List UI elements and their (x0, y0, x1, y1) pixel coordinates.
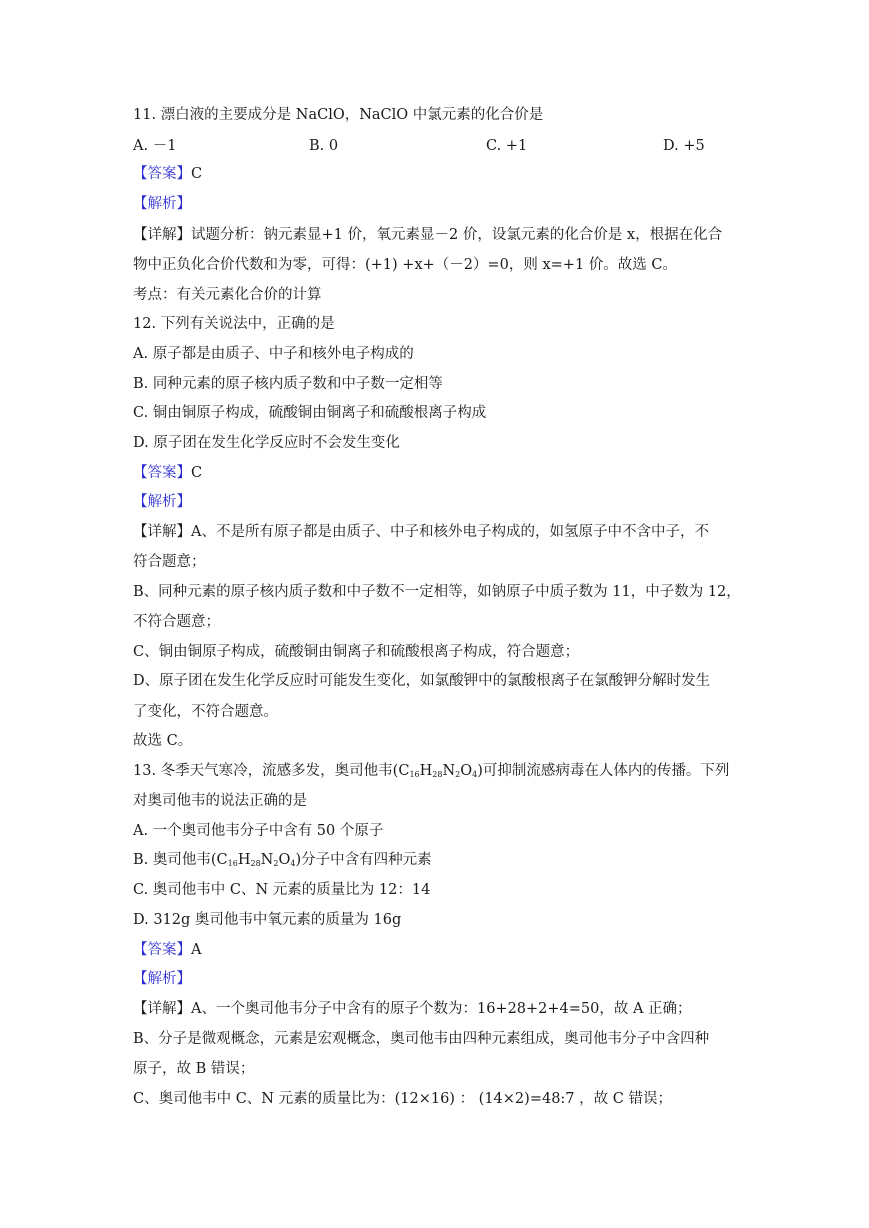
q11-detail-1 (133, 225, 722, 245)
formula-subscript: 4 (472, 770, 478, 779)
q11-option-c: C. +1 (486, 138, 528, 154)
q13-stem-1 (133, 761, 729, 785)
formula-subscript: 2 (455, 770, 461, 779)
detail-text: A、不是所有原子都是由质子、中子和核外电子构成的，如氢原子中不含中子，不 (191, 524, 709, 540)
formula-element: H (419, 763, 433, 779)
answer-value: C (191, 166, 203, 182)
formula-element: N (442, 763, 456, 779)
q13-answer (133, 940, 201, 960)
stem-text: 13. 冬季天气寒冷，流感多发，奥司他韦( (133, 763, 399, 779)
q12-option-a: A. 原子都是由质子、中子和核外电子构成的 (133, 346, 414, 362)
formula-element: O (460, 763, 473, 779)
q13-option-a: A. 一个奥司他韦分子中含有 50 个原子 (133, 823, 384, 839)
answer-label: 【答案】 (133, 465, 191, 481)
q11-point: 考点：有关元素化合价的计算 (133, 287, 322, 303)
q12-option-c: C. 铜由铜原子构成，硫酸铜由铜离子和硫酸根离子构成 (133, 405, 487, 421)
detail-label: 【详解】 (133, 1001, 191, 1017)
q12-detail-3: B、同种元素的原子核内质子数和中子数不一定相等，如钠原子中质子数为 11，中子数为 12， (133, 584, 741, 600)
formula-subscript: 4 (290, 859, 296, 868)
q12-option-d: D. 原子团在发生化学反应时不会发生变化 (133, 435, 400, 451)
q12-stem: 12. 下列有关说法中，正确的是 (133, 316, 335, 332)
q13-detail-2: B、分子是微观概念，元素是宏观概念，奥司他韦由四种元素组成，奥司他韦分子中含四种 (133, 1031, 710, 1047)
q12-detail-5: C、铜由铜原子构成，硫酸铜由铜离子和硫酸根离子构成，符合题意； (133, 644, 580, 660)
detail-label: 【详解】 (133, 227, 191, 243)
q12-detail-1 (133, 522, 709, 542)
answer-value: A (191, 942, 202, 958)
q12-detail-4: 不符合题意； (133, 614, 220, 630)
detail-text: A、一个奥司他韦分子中含有的原子个数为：16+28+2+4=50，故 A 正确； (191, 1001, 692, 1017)
formula-element: C (398, 763, 410, 779)
answer-label: 【答案】 (133, 166, 191, 182)
q11-options (133, 136, 733, 156)
formula-subscript: 28 (432, 770, 443, 779)
formula-element: N (260, 852, 274, 868)
q11-stem: 11. 漂白液的主要成分是 NaClO，NaClO 中氯元素的化合价是 (133, 107, 544, 123)
q11-option-a: A. －1 (133, 138, 177, 154)
formula-element: C (216, 852, 228, 868)
q13-detail-4: C、奥司他韦中 C、N 元素的质量比为：(12×16) ： (14×2)=48:7 ，故 C 错误； (133, 1091, 672, 1107)
q12-detail-8: 故选 C。 (133, 733, 193, 749)
q11-detail-2: 物中正负化合价代数和为零，可得：(+1) +x+（－2）=0，则 x=+1 价。故选 C。 (133, 257, 677, 273)
option-text: )分子中含有四种元素 (295, 852, 432, 868)
q13-option-c: C. 奥司他韦中 C、N 元素的质量比为 12：14 (133, 882, 431, 898)
q11-answer (133, 164, 202, 184)
q12-detail-6: D、原子团在发生化学反应时可能发生变化，如氯酸钾中的氯酸根离子在氯酸钾分解时发生 (133, 673, 711, 689)
q12-answer (133, 463, 202, 483)
option-text: B. 奥司他韦( (133, 852, 217, 868)
q13-detail-1 (133, 999, 692, 1019)
q11-option-d: D. +5 (663, 138, 705, 154)
q13-option-b (133, 850, 432, 874)
formula-subscript: 28 (250, 859, 261, 868)
formula-element: O (278, 852, 291, 868)
formula-subscript: 2 (273, 859, 279, 868)
q13-analysis-label: 【解析】 (133, 971, 191, 987)
chemical-formula (398, 763, 477, 779)
q12-detail-7: 了变化，不符合题意。 (133, 704, 278, 720)
formula-subscript: 16 (409, 770, 420, 779)
formula-subscript: 16 (227, 859, 238, 868)
answer-value: C (191, 465, 203, 481)
detail-label: 【详解】 (133, 524, 191, 540)
q13-detail-3: 原子，故 B 错误； (133, 1061, 255, 1077)
q13-option-d: D. 312g 奥司他韦中氧元素的质量为 16g (133, 912, 402, 928)
q12-detail-2: 符合题意； (133, 554, 206, 570)
detail-text: 试题分析：钠元素显+1 价，氧元素显－2 价，设氯元素的化合价是 x，根据在化合 (191, 227, 723, 243)
chemical-formula (217, 852, 296, 868)
q12-option-b: B. 同种元素的原子核内质子数和中子数一定相等 (133, 376, 443, 392)
answer-label: 【答案】 (133, 942, 191, 958)
q11-analysis-label: 【解析】 (133, 196, 191, 212)
q13-stem-2: 对奥司他韦的说法正确的是 (133, 793, 307, 809)
stem-text: )可抑制流感病毒在人体内的传播。下列 (477, 763, 730, 779)
q12-analysis-label: 【解析】 (133, 494, 191, 510)
formula-element: H (237, 852, 251, 868)
q11-option-b: B. 0 (309, 138, 339, 154)
